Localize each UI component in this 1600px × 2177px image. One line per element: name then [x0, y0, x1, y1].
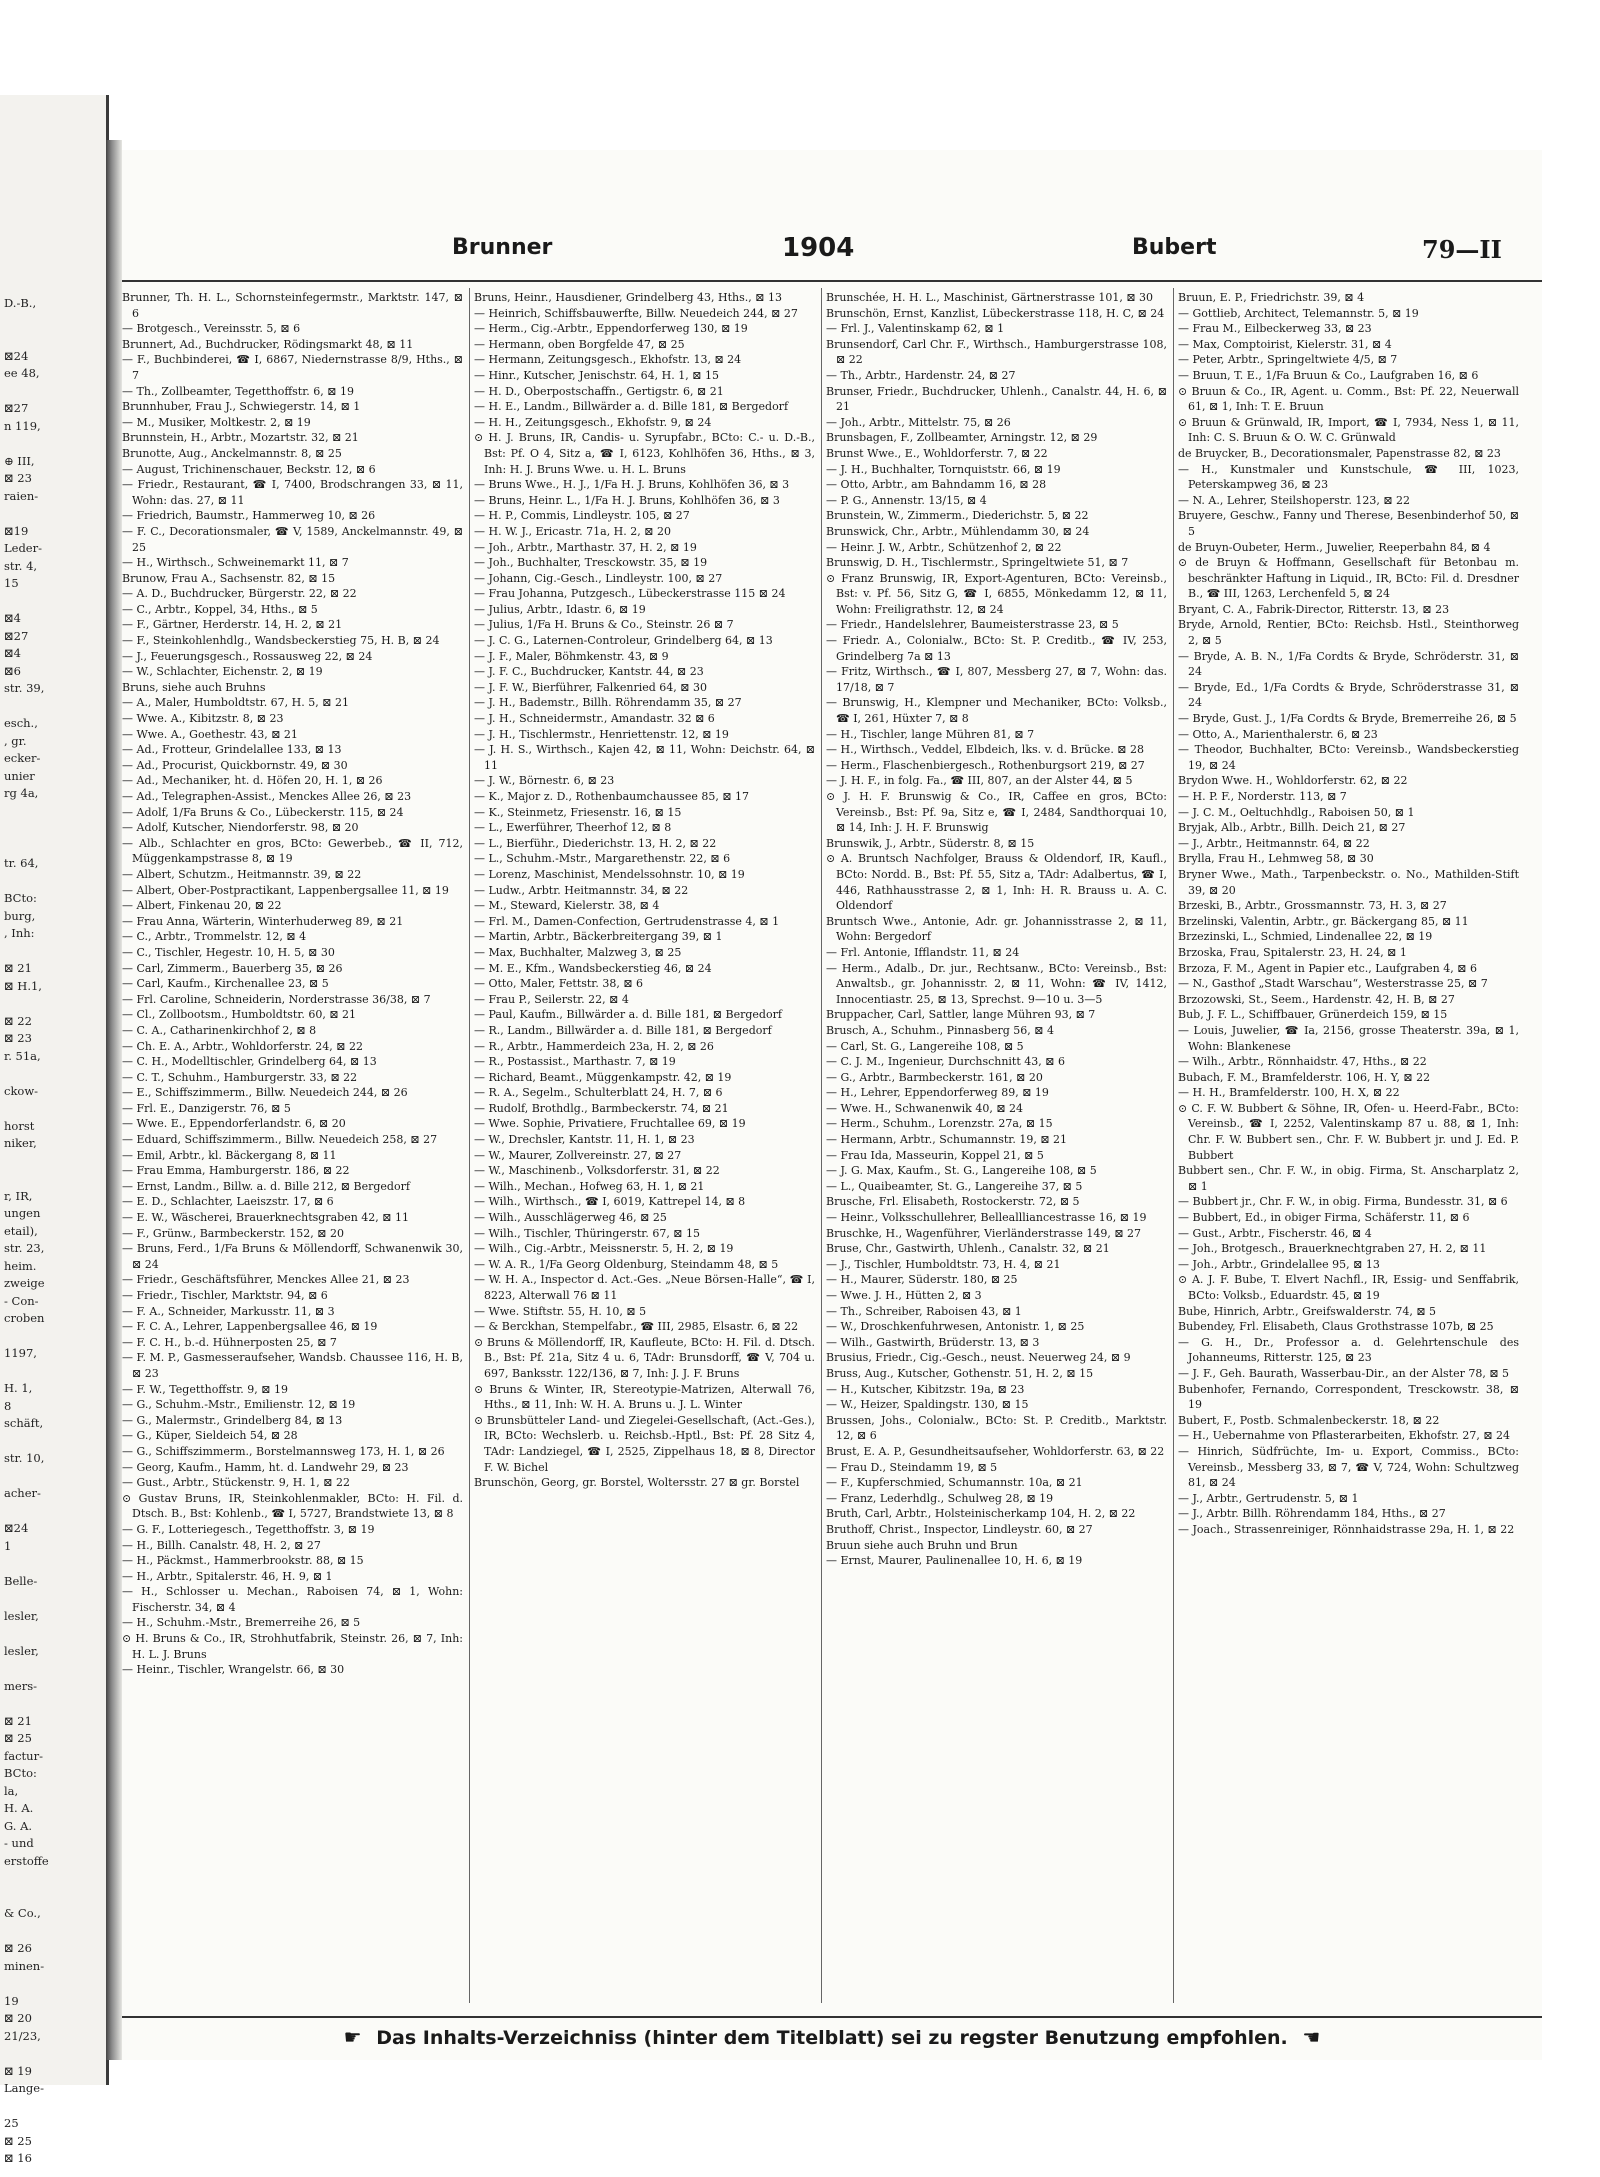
directory-entry: — Max, Buchhalter, Malzweg 3, ⊠ 25	[474, 945, 682, 959]
directory-entry: — F. C. A., Lehrer, Lappenbergsallee 46, ⊠ 19	[122, 1320, 378, 1334]
directory-entry: Brunotte, Aug., Anckelmannstr. 8, ⊠ 25	[122, 446, 342, 460]
directory-entry: Brunsbagen, F., Zollbeamter, Arningstr. 12, ⊠ 29	[826, 431, 1098, 445]
directory-entry: — Johann, Cig.-Gesch., Lindleystr. 100, ⊠ 27	[474, 571, 723, 585]
directory-entry: Bryde, Arnold, Rentier, BCto: Reichsb. Hstl., Steinthorweg 2, ⊠ 5	[1178, 618, 1519, 648]
directory-entry: — Bryde, Ed., 1/Fa Cordts & Bryde, Schröderstrasse 31, ⊠ 24	[1178, 680, 1519, 710]
directory-entry: — Otto, Maler, Fettstr. 38, ⊠ 6	[474, 977, 644, 991]
footer-notice: Das Inhalts-Verzeichniss (hinter dem Titelblatt) sei zu regster Benutzung empfohlen.	[376, 2027, 1288, 2049]
directory-entry: Brunser, Friedr., Buchdrucker, Uhlenh., Canalstr. 44, H. 6, ⊠ 21	[826, 384, 1167, 414]
directory-entry: — Wilh., Tischler, Thüringerstr. 67, ⊠ 15	[474, 1226, 701, 1240]
directory-entry: Bruns, siehe auch Bruhns	[122, 680, 266, 694]
directory-entry: — M. E., Kfm., Wandsbeckerstieg 46, ⊠ 24	[474, 961, 712, 975]
directory-entry: — Joh., Arbtr., Mittelstr. 75, ⊠ 26	[826, 415, 1011, 429]
directory-entry: — Wwe. A., Kibitzstr. 8, ⊠ 23	[122, 712, 284, 726]
directory-entry: — Hinrich, Südfrüchte, Im- u. Export, Commiss., BCto: Vereinsb., Messberg 33, ⊠ 7, ☎ V, 724, Wohn: Schultzweg 81, ⊠ 24	[1178, 1444, 1519, 1490]
directory-entry: — Th., Schreiber, Raboisen 43, ⊠ 1	[826, 1304, 1022, 1318]
pointing-hand-icon: ☚	[1302, 2025, 1321, 2049]
directory-entry: — J. H., Buchhalter, Tornquiststr. 66, ⊠ 19	[826, 462, 1061, 476]
directory-entry: — Joh., Brotgesch., Brauerknechtgraben 27, H. 2, ⊠ 11	[1178, 1242, 1487, 1256]
directory-entry: Brusche, Frl. Elisabeth, Rostockerstr. 72, ⊠ 5	[826, 1195, 1080, 1209]
directory-entry: — Frl. Caroline, Schneiderin, Norderstrasse 36/38, ⊠ 7	[122, 992, 431, 1006]
directory-entry: Bruun, E. P., Friedrichstr. 39, ⊠ 4	[1178, 291, 1365, 304]
directory-entry: — Franz, Lederhdlg., Schulweg 28, ⊠ 19	[826, 1491, 1054, 1505]
directory-entry: Brunstein, W., Zimmerm., Diederichstr. 5, ⊠ 22	[826, 509, 1089, 523]
directory-entry: de Bruyn-Oubeter, Herm., Juwelier, Reeperbahn 84, ⊠ 4	[1178, 540, 1491, 554]
directory-entry: — Wwe. E., Eppendorferlandstr. 6, ⊠ 20	[122, 1117, 346, 1131]
directory-entry: — Hermann, Arbtr., Schumannstr. 19, ⊠ 21	[826, 1133, 1068, 1147]
directory-entry: — Alb., Schlachter en gros, BCto: Gewerbeb., ☎ II, 712, Müggenkampstrasse 8, ⊠ 19	[122, 836, 463, 866]
directory-entry: — J. H., Bademstr., Billh. Röhrendamm 35, ⊠ 27	[474, 696, 742, 710]
directory-entry: — J. H., Schneidermstr., Amandastr. 32 ⊠ 6	[474, 712, 715, 726]
directory-entry: — Wilh., Cig.-Arbtr., Meissnerstr. 5, H. 2, ⊠ 19	[474, 1242, 734, 1256]
directory-entry: — K., Major z. D., Rothenbaumchaussee 85, ⊠ 17	[474, 790, 750, 803]
directory-entry: — C. J. M., Ingenieur, Durchschnitt 43, ⊠ 6	[826, 1055, 1065, 1069]
directory-entry: — Joh., Arbtr., Grindelallee 95, ⊠ 13	[1178, 1257, 1380, 1271]
directory-entry: — W., Schlachter, Eichenstr. 2, ⊠ 19	[122, 665, 323, 679]
directory-entry: — Theodor, Buchhalter, BCto: Vereinsb., Wandsbeckerstieg 19, ⊠ 24	[1178, 743, 1519, 772]
directory-entry: — Wwe. A., Goethestr. 43, ⊠ 21	[122, 727, 298, 741]
directory-entry: — Frau Anna, Wärterin, Winterhuderweg 89, ⊠ 21	[122, 914, 404, 928]
directory-entry: — August, Trichinenschauer, Beckstr. 12, ⊠ 6	[122, 462, 376, 476]
directory-entry: — H. P., Commis, Lindleystr. 105, ⊠ 27	[474, 509, 690, 523]
directory-entry: Brussen, Johs., Colonialw., BCto: St. P. Creditb., Marktstr. 12, ⊠ 6	[826, 1413, 1167, 1443]
directory-entry: — Carl, Kaufm., Kirchenallee 23, ⊠ 5	[122, 977, 329, 991]
directory-entry: Brunnert, Ad., Buchdrucker, Rödingsmarkt 48, ⊠ 11	[122, 337, 414, 351]
directory-entry: — F. C. H., b.-d. Hühnerposten 25, ⊠ 7	[122, 1335, 337, 1349]
directory-entry: Brydon Wwe. H., Wohldorferstr. 62, ⊠ 22	[1178, 774, 1408, 788]
directory-entry: — Bruns, Heinr. L., 1/Fa H. J. Bruns, Kohlhöfen 36, ⊠ 3	[474, 493, 780, 507]
directory-entry: — H., Wirthsch., Schweinemarkt 11, ⊠ 7	[122, 556, 349, 570]
directory-entry: Bubenhofer, Fernando, Correspondent, Tresckowstr. 38, ⊠ 19	[1178, 1382, 1519, 1412]
directory-entry: ⊙ A. Bruntsch Nachfolger, Brauss & Oldendorf, IR, Kaufl., BCto: Nordd. B., Bst: Pf. 55, Sitz a, TAdr: Adalbertus, ☎ I, 446, Rathhausstrasse 2, ⊠ 1, Inh: H. R. Brauss u. A. C. Oldendorf	[826, 852, 1167, 913]
directory-entry: Bruschke, H., Wagenführer, Vierländerstrasse 149, ⊠ 27	[826, 1226, 1142, 1240]
directory-entry: — H. D., Oberpostschaffn., Gertigstr. 6, ⊠ 21	[474, 384, 724, 398]
directory-entry: — Bubbert, Ed., in obiger Firma, Schäferstr. 11, ⊠ 6	[1178, 1211, 1470, 1225]
directory-entry: — L., Schuhm.-Mstr., Margarethenstr. 22, ⊠ 6	[474, 852, 731, 866]
directory-entry: — L., Bierführ., Diederichstr. 13, H. 2, ⊠ 22	[474, 836, 717, 850]
directory-entry: — J., Arbtr., Gertrudenstr. 5, ⊠ 1	[1178, 1491, 1359, 1505]
directory-entry: — Julius, Arbtr., Idastr. 6, ⊠ 19	[474, 602, 646, 616]
directory-entry: ⊙ Brunsbütteler Land- und Ziegelei-Gesellschaft, (Act.-Ges.), IR, BCto: Wechslerb. u. Reichsb.-Hptl., Bst: Pf. 28 Sitz 4, TAdr: Landziegel, ☎ I, 2525, Zippelhaus 18, ⊠ 8, Director F. W. Bichel	[474, 1413, 815, 1474]
directory-entry: ⊙ A. J. F. Bube, T. Elvert Nachfl., IR, Essig- und Senffabrik, BCto: Volksb., Eduardstr. 45, ⊠ 19	[1178, 1273, 1519, 1302]
directory-entry: Brunswik, J., Arbtr., Süderstr. 8, ⊠ 15	[826, 836, 1035, 850]
directory-entry: — A. D., Buchdrucker, Bürgerstr. 22, ⊠ 22	[122, 587, 357, 601]
directory-entry: — J., Arbtr. Billh. Röhrendamm 184, Hths., ⊠ 27	[1178, 1507, 1446, 1521]
directory-entry: — Bryde, Gust. J., 1/Fa Cordts & Bryde, Bremerreihe 26, ⊠ 5	[1178, 712, 1517, 726]
directory-entry: — Frl. M., Damen-Confection, Gertrudenstrasse 4, ⊠ 1	[474, 914, 780, 928]
directory-entry: — Adolf, Kutscher, Niendorferstr. 98, ⊠ 20	[122, 821, 359, 835]
directory-entry: Brunnhuber, Frau J., Schwiegerstr. 14, ⊠ 1	[122, 400, 361, 414]
directory-entry: Bruyere, Geschw., Fanny und Therese, Besenbinderhof 50, ⊠ 5	[1178, 509, 1519, 538]
directory-entry: — Ernst, Maurer, Paulinenallee 10, H. 6, ⊠ 19	[826, 1554, 1083, 1568]
directory-entry: — J. H. S., Wirthsch., Kajen 42, ⊠ 11, Wohn: Deichstr. 64, ⊠ 11	[474, 743, 815, 772]
directory-entry: — Otto, A., Marienthalerstr. 6, ⊠ 23	[1178, 727, 1378, 741]
directory-entry: Brunner, Th. H. L., Schornsteinfegermstr., Marktstr. 147, ⊠ 6	[122, 291, 463, 320]
directory-entry: — Frau Emma, Hamburgerstr. 186, ⊠ 22	[122, 1164, 350, 1178]
directory-entry: Bube, Hinrich, Arbtr., Greifswalderstr. 74, ⊠ 5	[1178, 1304, 1437, 1318]
directory-entry: — H., Tischler, lange Mühren 81, ⊠ 7	[826, 727, 1035, 741]
directory-entry: — Louis, Juwelier, ☎ Ia, 2156, grosse Theaterstr. 39a, ⊠ 1, Wohn: Blankenese	[1178, 1023, 1519, 1053]
directory-entry: Brzelinski, Valentin, Arbtr., gr. Bäckergang 85, ⊠ 11	[1178, 914, 1469, 928]
directory-entry: Brzezinski, L., Schmied, Lindenallee 22, ⊠ 19	[1178, 930, 1433, 944]
directory-column-4	[1178, 290, 1519, 1990]
directory-entry: — Hinr., Kutscher, Jenischstr. 64, H. 1, ⊠ 15	[474, 368, 719, 382]
directory-entry: — F., Gärtner, Herderstr. 14, H. 2, ⊠ 21	[122, 618, 343, 632]
directory-entry: — H., Billh. Canalstr. 48, H. 2, ⊠ 27	[122, 1538, 321, 1552]
directory-entry: ⊙ Bruun & Co., IR, Agent. u. Comm., Bst: Pf. 22, Neuerwall 61, ⊠ 1, Inh: T. E. Bruun	[1178, 384, 1519, 414]
directory-entry: — C. A., Catharinenkirchhof 2, ⊠ 8	[122, 1023, 317, 1037]
directory-entry: — H., Kutscher, Kibitzstr. 19a, ⊠ 23	[826, 1382, 1025, 1396]
directory-entry: — Adolf, 1/Fa Bruns & Co., Lübeckerstr. 115, ⊠ 24	[122, 805, 404, 819]
directory-entry: — G., Küper, Sieldeich 54, ⊠ 28	[122, 1429, 298, 1443]
directory-entry: — E. D., Schlachter, Laeiszstr. 17, ⊠ 6	[122, 1195, 334, 1209]
directory-entry: — Joach., Strassenreiniger, Rönnhaidstrasse 29a, H. 1, ⊠ 22	[1178, 1522, 1515, 1536]
directory-entry: — J. W., Börnestr. 6, ⊠ 23	[474, 774, 615, 788]
directory-entry: — Bruun, T. E., 1/Fa Bruun & Co., Laufgraben 16, ⊠ 6	[1178, 368, 1479, 382]
directory-entry: ⊙ H. Bruns & Co., IR, Strohhutfabrik, Steinstr. 26, ⊠ 7, Inh: H. L. J. Bruns	[122, 1632, 463, 1661]
directory-entry: Bruth, Carl, Arbtr., Holsteinischerkamp 104, H. 2, ⊠ 22	[826, 1507, 1136, 1521]
directory-entry: — Lorenz, Maschinist, Mendelssohnstr. 10, ⊠ 19	[474, 867, 745, 881]
directory-entry: Brylla, Frau H., Lehmweg 58, ⊠ 30	[1178, 852, 1374, 866]
directory-entry: — C., Arbtr., Trommelstr. 12, ⊠ 4	[122, 930, 307, 944]
directory-entry: Bub, J. F. L., Schiffbauer, Grünerdeich 159, ⊠ 15	[1178, 1008, 1448, 1022]
directory-entry: — Ad., Procurist, Quickbornstr. 49, ⊠ 30	[122, 758, 348, 772]
directory-entry: ⊙ J. H. F. Brunswig & Co., IR, Caffee en gros, BCto: Vereinsb., Bst: Pf. 9a, Sitz e, ☎ I, 2484, Sandthorquai 10, ⊠ 14, Inh: J. H. F. Brunswig	[826, 790, 1167, 835]
directory-entry: — J., Arbtr., Heitmannstr. 64, ⊠ 22	[1178, 836, 1370, 850]
directory-entry: — Herm., Adalb., Dr. jur., Rechtsanw., BCto: Vereinsb., Bst: Anwaltsb., gr. Johannisstr. 2, ⊠ 11, Wohn: ☎ IV, 1412, Innocentiastr. 25, ⊠ 13, Sprechst. 9—10 u. 3—5	[826, 961, 1167, 1006]
directory-entry: — L., Quaibeamter, St. G., Langereihe 37, ⊠ 5	[826, 1179, 1083, 1193]
directory-entry: — Gust., Arbtr., Stückenstr. 9, H. 1, ⊠ 22	[122, 1476, 350, 1490]
directory-entry: — Wwe. H., Schwanenwik 40, ⊠ 24	[826, 1101, 1024, 1115]
directory-entry: Brunschön, Georg, gr. Borstel, Woltersstr. 27 ⊠ gr. Borstel	[474, 1476, 800, 1490]
directory-entry: — G., Arbtr., Barmbeckerstr. 161, ⊠ 20	[826, 1070, 1043, 1084]
directory-entry: — Frl. Antonie, Ifflandstr. 11, ⊠ 24	[826, 945, 1020, 959]
directory-entry: — J., Tischler, Humboldtstr. 73, H. 4, ⊠ 21	[826, 1257, 1061, 1271]
directory-entry: — H., Uebernahme von Pflasterarbeiten, Ekhofstr. 27, ⊠ 24	[1178, 1429, 1511, 1443]
directory-entry: — F., Steinkohlenhdlg., Wandsbeckerstieg 75, H. B, ⊠ 24	[122, 634, 440, 648]
header-year: 1904	[782, 233, 855, 263]
directory-entry: — Fritz, Wirthsch., ☎ I, 807, Messberg 27, ⊠ 7, Wohn: das. 17/18, ⊠ 7	[826, 665, 1167, 694]
directory-entry: Brunswick, Chr., Arbtr., Mühlendamm 30, ⊠ 24	[826, 524, 1090, 538]
directory-entry: — H., Kunstmaler und Kunstschule, ☎ III, 1023, Peterskampweg 36, ⊠ 23	[1178, 462, 1519, 492]
directory-entry: — Gottlieb, Architect, Telemannstr. 5, ⊠ 19	[1178, 306, 1419, 320]
directory-entry: — Frau Ida, Masseurin, Koppel 21, ⊠ 5	[826, 1148, 1044, 1162]
directory-entry: Brzoza, F. M., Agent in Papier etc., Laufgraben 4, ⊠ 6	[1178, 961, 1477, 975]
directory-entry: — J. H. F., in folg. Fa., ☎ III, 807, an der Alster 44, ⊠ 5	[826, 774, 1133, 788]
page-header	[122, 235, 1542, 275]
directory-entry: — R. A., Segelm., Schulterblatt 24, H. 7, ⊠ 6	[474, 1086, 723, 1100]
directory-entry: Brzoska, Frau, Spitalerstr. 23, H. 24, ⊠ 1	[1178, 945, 1407, 959]
directory-entry: — Ernst, Landm., Billw. a. d. Bille 212, ⊠ Bergedorf	[122, 1179, 410, 1193]
directory-entry: — Frl. J., Valentinskamp 62, ⊠ 1	[826, 322, 1005, 336]
directory-entry: ⊙ H. J. Bruns, IR, Candis- u. Syrupfabr., BCto: C.- u. D.-B., Bst: Pf. O 4, Sitz a, ☎ I, 6123, Kohlhöfen 36, Hths., ⊠ 3, Inh: H. J. Bruns Wwe. u. H. L. Bruns	[474, 431, 815, 476]
directory-entry: — Wilh., Mechan., Hofweg 63, H. 1, ⊠ 21	[474, 1179, 705, 1193]
directory-entry: — Eduard, Schiffszimmerm., Billw. Neuedeich 258, ⊠ 27	[122, 1133, 438, 1147]
directory-entry: Bubach, F. M., Bramfelderstr. 106, H. Y, ⊠ 22	[1178, 1070, 1431, 1084]
directory-entry: — Wilh., Ausschlägerweg 46, ⊠ 25	[474, 1211, 667, 1225]
directory-entry: — L., Ewerführer, Theerhof 12, ⊠ 8	[474, 821, 672, 835]
directory-entry: — Ch. E. A., Arbtr., Wohldorferstr. 24, ⊠ 22	[122, 1039, 364, 1053]
directory-entry: — Cl., Zollbootsm., Humboldtstr. 60, ⊠ 21	[122, 1008, 357, 1022]
directory-entry: — Martin, Arbtr., Bäckerbreitergang 39, ⊠ 1	[474, 930, 723, 944]
directory-entry: Brunsendorf, Carl Chr. F., Wirthsch., Hamburgerstrasse 108, ⊠ 22	[826, 337, 1167, 367]
directory-entry: — Th., Zollbeamter, Tegetthoffstr. 6, ⊠ 19	[122, 384, 354, 398]
directory-entry: Bubert, F., Postb. Schmalenbeckerstr. 18, ⊠ 22	[1178, 1413, 1440, 1427]
directory-entry: ⊙ de Bruyn & Hoffmann, Gesellschaft für Betonbau m. beschränkter Haftung in Liquid., IR, BCto: Fil. d. Dresdner B., ☎ III, 1263, Lerchenfeld 5, ⊠ 24	[1178, 556, 1519, 601]
directory-entry: — C. H., Modelltischler, Grindelberg 64, ⊠ 13	[122, 1055, 377, 1069]
directory-entry: — W., Maschinenb., Volksdorferstr. 31, ⊠ 22	[474, 1164, 720, 1178]
directory-column-3	[826, 290, 1167, 1990]
directory-entry: Brzozowski, St., Seem., Hardenstr. 42, H. B, ⊠ 27	[1178, 992, 1455, 1006]
directory-entry: — H., Maurer, Süderstr. 180, ⊠ 25	[826, 1273, 1018, 1287]
directory-entry: — F. A., Schneider, Markusstr. 11, ⊠ 3	[122, 1304, 335, 1318]
directory-entry: — Carl, Zimmerm., Bauerberg 35, ⊠ 26	[122, 961, 343, 975]
book-gutter	[106, 140, 122, 2060]
directory-entry: Brunst Wwe., E., Wohldorferstr. 7, ⊠ 22	[826, 446, 1048, 460]
directory-entry: — Wwe. Stiftstr. 55, H. 10, ⊠ 5	[474, 1304, 647, 1318]
directory-entry: — Friedr., Geschäftsführer, Menckes Allee 21, ⊠ 23	[122, 1273, 410, 1287]
directory-entry: — G. H., Dr., Professor a. d. Gelehrtenschule des Johanneums, Ritterstr. 125, ⊠ 23	[1178, 1335, 1519, 1365]
directory-entry: — Frau P., Seilerstr. 22, ⊠ 4	[474, 992, 629, 1006]
directory-entry: — H., Arbtr., Spitalerstr. 46, H. 9, ⊠ 1	[122, 1569, 333, 1583]
directory-entry: — M., Musiker, Moltkestr. 2, ⊠ 19	[122, 415, 311, 429]
directory-entry: — Friedr., Tischler, Marktstr. 94, ⊠ 6	[122, 1289, 328, 1302]
directory-entry: — Paul, Kaufm., Billwärder a. d. Bille 181, ⊠ Bergedorf	[474, 1008, 782, 1022]
directory-entry: — M., Steward, Kielerstr. 38, ⊠ 4	[474, 899, 660, 913]
directory-entry: — Heinr. J. W., Arbtr., Schützenhof 2, ⊠ 22	[826, 540, 1062, 554]
directory-entry: — G., Schiffszimmerm., Borstelmannsweg 173, H. 1, ⊠ 26	[122, 1444, 445, 1458]
directory-entry: — R., Arbtr., Hammerdeich 23a, H. 2, ⊠ 26	[474, 1039, 714, 1053]
directory-entry: Bruss, Aug., Kutscher, Gothenstr. 51, H. 2, ⊠ 15	[826, 1366, 1094, 1380]
directory-entry: Brunswig, D. H., Tischlermstr., Springeltwiete 51, ⊠ 7	[826, 556, 1129, 570]
directory-entry: Brunschön, Ernst, Kanzlist, Lübeckerstrasse 118, H. C, ⊠ 24	[826, 306, 1165, 320]
directory-entry: — Carl, St. G., Langereihe 108, ⊠ 5	[826, 1039, 1024, 1053]
directory-entry: — H. P. F., Norderstr. 113, ⊠ 7	[1178, 790, 1347, 803]
directory-entry: — Gust., Arbtr., Fischerstr. 46, ⊠ 4	[1178, 1226, 1372, 1240]
directory-entry: ⊙ Bruns & Möllendorff, IR, Kaufleute, BCto: H. Fil. d. Dtsch. B., Bst: Pf. 21a, Sitz 4 u. 6, TAdr: Brunsdorff, ☎ V, 704 u. 697, Banksstr. 122/136, ⊠ 7, Inh: J. J. F. Bruns	[474, 1335, 815, 1380]
directory-column-1	[122, 290, 463, 1990]
directory-entry: — J. F., Maler, Böhmkenstr. 43, ⊠ 9	[474, 649, 669, 663]
directory-entry: — Frau M., Eilbeckerweg 33, ⊠ 23	[1178, 322, 1372, 336]
directory-entry: de Bruycker, B., Decorationsmaler, Papenstrasse 82, ⊠ 23	[1178, 446, 1501, 460]
directory-column-2	[474, 290, 815, 1990]
left-page-fragment	[0, 95, 109, 2165]
directory-entry: — Wwe. Sophie, Privatiere, Fruchtallee 69, ⊠ 19	[474, 1117, 746, 1131]
directory-entry: — H. E., Landm., Billwärder a. d. Bille 181, ⊠ Bergedorf	[474, 400, 789, 414]
directory-entry: — Frl. E., Danzigerstr. 76, ⊠ 5	[122, 1101, 291, 1115]
directory-entry: — C., Arbtr., Koppel, 34, Hths., ⊠ 5	[122, 602, 318, 616]
directory-entry: Bubbert sen., Chr. F. W., in obig. Firma, St. Anscharplatz 2, ⊠ 1	[1178, 1164, 1519, 1193]
directory-entry: — H. H., Zeitungsgesch., Ekhofstr. 9, ⊠ 24	[474, 415, 712, 429]
directory-entry: — H., Wirthsch., Veddel, Elbdeich, lks. v. d. Brücke. ⊠ 28	[826, 743, 1145, 757]
left-page-text: D.-B., ⊠24 ee 48, ⊠27 n 119, ⊕ III, ⊠ 23 raien- ⊠19 Leder- str. 4, 15 ⊠4 ⊠27 ⊠4 ⊠6 str. 39, esch., , gr. ecker- unier rg 4a, tr. 64, BCto: burg, , Inh: ⊠ 21 ⊠ H.1, ⊠ 22 ⊠ 23 r. 51a, ckow- horst niker, r, IR, ungen etail), str. 23, heim. zweige - Con- croben 1197, H. 1, 8 schäft, str. 10, acher- ⊠24 1 Belle- lesler, lesler, mers- ⊠ 21 ⊠ 25 factur- BCto: la, H. A. G. A. - und erstoffe & Co., ⊠ 26 minen- 19 ⊠ 20 21/23, ⊠ 19 Lange- 25 ⊠ 25 ⊠ 16	[4, 296, 49, 2165]
directory-entry: Brunow, Frau A., Sachsenstr. 82, ⊠ 15	[122, 571, 336, 585]
directory-entry: — Brotgesch., Vereinsstr. 5, ⊠ 6	[122, 322, 301, 336]
directory-entry: Bruntsch Wwe., Antonie, Adr. gr. Johannisstrasse 2, ⊠ 11, Wohn: Bergedorf	[826, 914, 1167, 944]
directory-entry: — Ad., Mechaniker, ht. d. Höfen 20, H. 1, ⊠ 26	[122, 774, 383, 788]
directory-entry: — P. G., Annenstr. 13/15, ⊠ 4	[826, 493, 987, 507]
directory-columns	[122, 290, 1542, 2000]
directory-entry: Brusch, A., Schuhm., Pinnasberg 56, ⊠ 4	[826, 1023, 1054, 1037]
directory-entry: — Heinr., Tischler, Wrangelstr. 66, ⊠ 30	[122, 1663, 345, 1677]
directory-entry: — W., Droschkenfuhrwesen, Antonistr. 1, ⊠ 25	[826, 1320, 1085, 1334]
directory-entry: — Rudolf, Brothdlg., Barmbeckerstr. 74, ⊠ 21	[474, 1101, 729, 1115]
directory-entry: — G. F., Lotteriegesch., Tegetthoffstr. 3, ⊠ 19	[122, 1522, 375, 1536]
directory-entry: — Peter, Arbtr., Springeltwiete 4/5, ⊠ 7	[1178, 353, 1398, 367]
directory-entry: — H. H., Bramfelderstr. 100, H. X, ⊠ 22	[1178, 1086, 1400, 1100]
directory-entry: — W. A. R., 1/Fa Georg Oldenburg, Steindamm 48, ⊠ 5	[474, 1257, 779, 1271]
directory-entry: — Bubbert jr., Chr. F. W., in obig. Firma, Bundesstr. 31, ⊠ 6	[1178, 1195, 1508, 1209]
directory-entry: — F. C., Decorationsmaler, ☎ V, 1589, Anckelmannstr. 49, ⊠ 25	[122, 524, 463, 554]
directory-entry: — Friedr., Restaurant, ☎ I, 7400, Brodschrangen 33, ⊠ 11, Wohn: das. 27, ⊠ 11	[122, 478, 463, 507]
directory-entry: — Georg, Kaufm., Hamm, ht. d. Landwehr 29, ⊠ 23	[122, 1460, 409, 1474]
directory-entry: Bryant, C. A., Fabrik-Director, Ritterstr. 13, ⊠ 23	[1178, 602, 1450, 616]
directory-entry: — A., Maler, Humboldtstr. 67, H. 5, ⊠ 21	[122, 696, 349, 710]
directory-entry: — Herm., Flaschenbiergesch., Rothenburgsort 219, ⊠ 27	[826, 758, 1145, 772]
directory-entry: — Joh., Buchhalter, Tresckowstr. 35, ⊠ 19	[474, 556, 708, 570]
directory-entry: ⊙ C. F. W. Bubbert & Söhne, IR, Ofen- u. Heerd-Fabr., BCto: Vereinsb., ☎ I, 2252, Valentinskamp 87 u. 88, ⊠ 1, Inh: Chr. F. W. Bubbert sen., Chr. F. W. Bubbert jr. und J. Ed. P. Bubbert	[1178, 1101, 1519, 1162]
directory-entry: — F., Grünw., Barmbeckerstr. 152, ⊠ 20	[122, 1226, 345, 1240]
directory-entry: — Bryde, A. B. N., 1/Fa Cordts & Bryde, Schröderstr. 31, ⊠ 24	[1178, 649, 1519, 679]
directory-entry: — R., Postassist., Marthastr. 7, ⊠ 19	[474, 1055, 676, 1069]
directory-entry: ⊙ Gustav Bruns, IR, Steinkohlenmakler, BCto: H. Fil. d. Dtsch. B., Bst: Kohlenb., ☎ I, 5727, Brandstwiete 13, ⊠ 8	[122, 1491, 463, 1521]
directory-entry: — N., Gasthof „Stadt Warschau“, Westerstrasse 25, ⊠ 7	[1178, 977, 1488, 991]
header-last-entry: Bubert	[1132, 235, 1217, 260]
directory-entry: Bruthoff, Christ., Inspector, Lindleystr. 60, ⊠ 27	[826, 1522, 1093, 1536]
directory-entry: — F., Kupferschmied, Schumannstr. 10a, ⊠ 21	[826, 1476, 1083, 1490]
directory-entry: — F., Buchbinderei, ☎ I, 6867, Niedernstrasse 8/9, Hths., ⊠ 7	[122, 353, 463, 382]
header-first-entry: Brunner	[452, 235, 553, 260]
directory-entry: — C. T., Schuhm., Hamburgerstr. 33, ⊠ 22	[122, 1070, 358, 1084]
directory-entry: — Julius, 1/Fa H. Bruns & Co., Steinstr. 26 ⊠ 7	[474, 618, 734, 632]
header-rule	[122, 280, 1542, 282]
directory-entry: Bubendey, Frl. Elisabeth, Claus Grothstrasse 107b, ⊠ 25	[1178, 1320, 1494, 1334]
page-number: 79—II	[1422, 235, 1502, 264]
directory-entry: Brunschée, H. H. L., Maschinist, Gärtnerstrasse 101, ⊠ 30	[826, 291, 1154, 304]
directory-entry: — G., Schuhm.-Mstr., Emilienstr. 12, ⊠ 19	[122, 1398, 356, 1412]
directory-entry: Bruun siehe auch Bruhn und Brun	[826, 1538, 1018, 1552]
directory-entry: — Wilh., Gastwirth, Brüderstr. 13, ⊠ 3	[826, 1335, 1040, 1349]
directory-entry: — R., Landm., Billwärder a. d. Bille 181, ⊠ Bergedorf	[474, 1023, 772, 1037]
directory-entry: — Albert, Ober-Postpractikant, Lappenbergsallee 11, ⊠ 19	[122, 883, 449, 897]
directory-entry: Brzeski, B., Arbtr., Grossmannstr. 73, H. 3, ⊠ 27	[1178, 899, 1447, 913]
directory-entry: Bryner Wwe., Math., Tarpenbeckstr. o. No., Mathilden-Stift 39, ⊠ 20	[1178, 867, 1519, 897]
directory-page	[122, 150, 1542, 2060]
directory-entry: — Hermann, oben Borgfelde 47, ⊠ 25	[474, 337, 685, 351]
directory-entry: — Albert, Finkenau 20, ⊠ 22	[122, 899, 282, 913]
page-footer	[122, 2016, 1542, 2058]
directory-entry: — Richard, Beamt., Müggenkampstr. 42, ⊠ 19	[474, 1070, 732, 1084]
directory-entry: — Herm., Cig.-Arbtr., Eppendorferweg 130, ⊠ 19	[474, 322, 748, 336]
directory-entry: — H., Schlosser u. Mechan., Raboisen 74, ⊠ 1, Wohn: Fischerstr. 34, ⊠ 4	[122, 1585, 463, 1614]
directory-entry: — Heinr., Volksschullehrer, Belleallliancestrasse 16, ⊠ 19	[826, 1211, 1147, 1225]
directory-entry: — Otto, Arbtr., am Bahndamm 16, ⊠ 28	[826, 478, 1047, 492]
directory-entry: — W. H. A., Inspector d. Act.-Ges. „Neue Börsen-Halle“, ☎ I, 8223, Alterwall 76 ⊠ 11	[474, 1273, 815, 1302]
directory-entry: — Albert, Schutzm., Heitmannstr. 39, ⊠ 22	[122, 867, 362, 881]
directory-entry: — Wilh., Wirthsch., ☎ I, 6019, Kattrepel 14, ⊠ 8	[474, 1195, 746, 1209]
directory-entry: Brust, E. A. P., Gesundheitsaufseher, Wohldorferstr. 63, ⊠ 22	[826, 1444, 1165, 1458]
directory-entry: — H. W. J., Ericastr. 71a, H. 2, ⊠ 20	[474, 524, 671, 538]
directory-entry: Brunnstein, H., Arbtr., Mozartstr. 32, ⊠ 21	[122, 431, 359, 445]
directory-entry: Bruns, Heinr., Hausdiener, Grindelberg 43, Hths., ⊠ 13	[474, 291, 782, 304]
directory-entry: — F. M. P., Gasmesseraufseher, Wandsb. Chaussee 116, H. B, ⊠ 23	[122, 1351, 463, 1380]
directory-entry: Bryjak, Alb., Arbtr., Billh. Deich 21, ⊠ 27	[1178, 821, 1406, 835]
directory-entry: — H., Schuhm.-Mstr., Bremerreihe 26, ⊠ 5	[122, 1616, 361, 1630]
directory-entry: — J. F. W., Bierführer, Falkenried 64, ⊠ 30	[474, 680, 707, 694]
directory-entry: — J. H., Tischlermstr., Henriettenstr. 12, ⊠ 19	[474, 727, 729, 741]
directory-entry: — H., Päckmst., Hammerbrookstr. 88, ⊠ 15	[122, 1554, 364, 1568]
directory-entry: — W., Drechsler, Kantstr. 11, H. 1, ⊠ 23	[474, 1133, 695, 1147]
directory-entry: — K., Steinmetz, Friesenstr. 16, ⊠ 15	[474, 805, 682, 819]
directory-entry: — Bruns Wwe., H. J., 1/Fa H. J. Bruns, Kohlhöfen 36, ⊠ 3	[474, 478, 790, 492]
directory-entry: — Ad., Telegraphen-Assist., Menckes Allee 26, ⊠ 23	[122, 790, 412, 803]
directory-entry: — N. A., Lehrer, Steilshoperstr. 123, ⊠ 22	[1178, 493, 1411, 507]
directory-entry: — Joh., Arbtr., Marthastr. 37, H. 2, ⊠ 19	[474, 540, 697, 554]
directory-entry: ⊙ Bruun & Grünwald, IR, Import, ☎ I, 7934, Ness 1, ⊠ 11, Inh: C. S. Bruun & O. W. C. Grünwald	[1178, 415, 1519, 445]
directory-entry: — Friedr. A., Colonialw., BCto: St. P. Creditb., ☎ IV, 253, Grindelberg 7a ⊠ 13	[826, 634, 1167, 663]
directory-entry: Bruppacher, Carl, Sattler, lange Mühren 93, ⊠ 7	[826, 1008, 1096, 1022]
directory-entry: — & Berckhan, Stempelfabr., ☎ III, 2985, Elsastr. 6, ⊠ 22	[474, 1320, 799, 1334]
directory-entry: — Friedr., Handelslehrer, Baumeisterstrasse 23, ⊠ 5	[826, 618, 1119, 632]
directory-entry: — Wilh., Arbtr., Rönnhaidstr. 47, Hths., ⊠ 22	[1178, 1055, 1427, 1069]
directory-entry: Brusius, Friedr., Cig.-Gesch., neust. Neuerweg 24, ⊠ 9	[826, 1351, 1131, 1365]
directory-entry: — W., Maurer, Zollvereinstr. 27, ⊠ 27	[474, 1148, 682, 1162]
directory-entry: — J. G. Max, Kaufm., St. G., Langereihe 108, ⊠ 5	[826, 1164, 1097, 1178]
directory-entry: — C., Tischler, Hegestr. 10, H. 5, ⊠ 30	[122, 945, 335, 959]
directory-entry: — J. F. C., Buchdrucker, Kantstr. 44, ⊠ 23	[474, 665, 704, 679]
directory-entry: — Th., Arbtr., Hardenstr. 24, ⊠ 27	[826, 368, 1016, 382]
directory-entry: — Emil, Arbtr., kl. Bäckergang 8, ⊠ 11	[122, 1148, 337, 1162]
directory-entry: — J. C. M., Oeltuchhdlg., Raboisen 50, ⊠ 1	[1178, 805, 1415, 819]
directory-entry: — J. F., Geh. Baurath, Wasserbau-Dir., an der Alster 78, ⊠ 5	[1178, 1366, 1510, 1380]
directory-entry: — Frau D., Steindamm 19, ⊠ 5	[826, 1460, 998, 1474]
directory-entry: — Ad., Frotteur, Grindelallee 133, ⊠ 13	[122, 743, 342, 757]
directory-entry: — Frau Johanna, Putzgesch., Lübeckerstrasse 115 ⊠ 24	[474, 587, 786, 601]
directory-entry: — Bruns, Ferd., 1/Fa Bruns & Möllendorff, Schwanenwik 30, ⊠ 24	[122, 1242, 463, 1271]
directory-entry: — J. C. G., Laternen-Controleur, Grindelberg 64, ⊠ 13	[474, 634, 773, 648]
directory-entry: ⊙ Bruns & Winter, IR, Stereotypie-Matrizen, Alterwall 76, Hths., ⊠ 11, Inh: W. H. A. Bruns u. J. L. Winter	[474, 1382, 815, 1412]
directory-entry: — H., Lehrer, Eppendorferweg 89, ⊠ 19	[826, 1086, 1049, 1100]
directory-entry: — Ludw., Arbtr. Heitmannstr. 34, ⊠ 22	[474, 883, 689, 897]
directory-entry: — Heinrich, Schiffsbauwerfte, Billw. Neuedeich 244, ⊠ 27	[474, 306, 798, 320]
directory-entry: — Max, Comptoirist, Kielerstr. 31, ⊠ 4	[1178, 337, 1392, 351]
directory-entry: — W., Heizer, Spaldingstr. 130, ⊠ 15	[826, 1398, 1029, 1412]
directory-entry: Bruse, Chr., Gastwirth, Uhlenh., Canalstr. 32, ⊠ 21	[826, 1242, 1110, 1256]
pointing-hand-icon: ☛	[343, 2025, 362, 2049]
directory-entry: — E., Schiffszimmerm., Billw. Neuedeich 244, ⊠ 26	[122, 1086, 408, 1100]
directory-entry: — Hermann, Zeitungsgesch., Ekhofstr. 13, ⊠ 24	[474, 353, 742, 367]
directory-entry: — Brunswig, H., Klempner und Mechaniker, BCto: Volksb., ☎ I, 261, Hüxter 7, ⊠ 8	[826, 696, 1167, 726]
directory-entry: — F. W., Tegetthoffstr. 9, ⊠ 19	[122, 1382, 288, 1396]
directory-entry: — Friedrich, Baumstr., Hammerweg 10, ⊠ 26	[122, 509, 376, 523]
directory-entry: ⊙ Franz Brunswig, IR, Export-Agenturen, BCto: Vereinsb., Bst: v. Pf. 56, Sitz G, ☎ I, 6855, Mönkedamm 12, ⊠ 11, Wohn: Freiligrathstr. 12, ⊠ 24	[826, 571, 1167, 616]
directory-entry: — E. W., Wäscherei, Brauerknechtsgraben 42, ⊠ 11	[122, 1211, 409, 1225]
directory-entry: — J., Feuerungsgesch., Rossausweg 22, ⊠ 24	[122, 649, 373, 663]
directory-entry: — G., Malermstr., Grindelberg 84, ⊠ 13	[122, 1413, 343, 1427]
directory-entry: — Wwe. J. H., Hütten 2, ⊠ 3	[826, 1289, 982, 1302]
directory-entry: — Herm., Schuhm., Lorenzstr. 27a, ⊠ 15	[826, 1117, 1053, 1131]
